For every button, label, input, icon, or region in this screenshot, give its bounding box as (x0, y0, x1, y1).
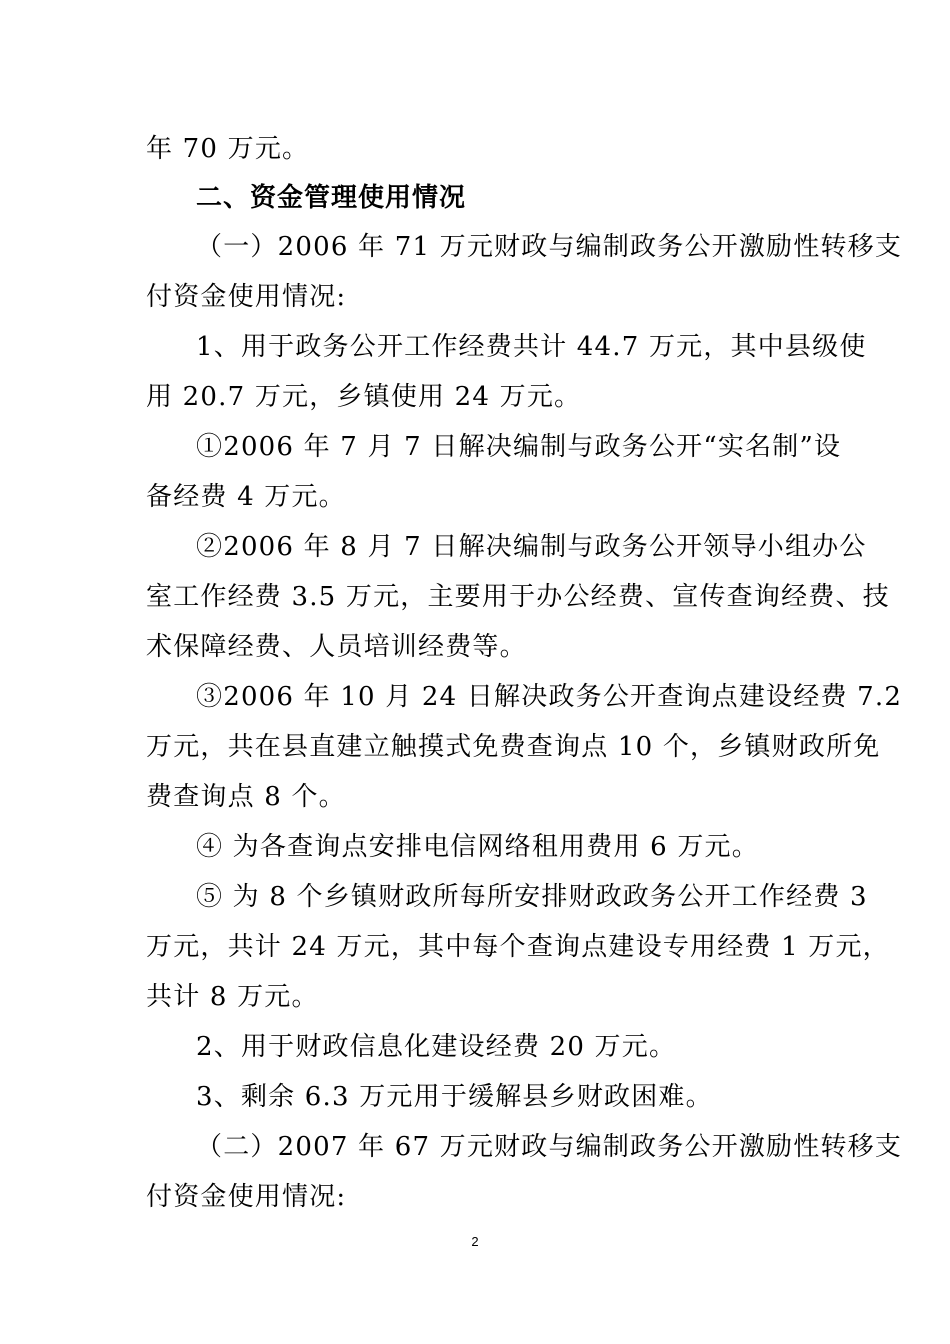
text-line: 年 70 万元。 (146, 134, 310, 164)
text-line: 付资金使用情况: (146, 1182, 347, 1212)
text-line: ③2006 年 10 月 24 日解决政务公开查询点建设经费 7.2 (196, 682, 903, 712)
text-line: 3、剩余 6.3 万元用于缓解县乡财政困难。 (196, 1082, 713, 1112)
text-line: 室工作经费 3.5 万元，主要用于办公经费、宣传查询经费、技 (146, 582, 890, 612)
text-line: ⑤ 为 8 个乡镇财政所每所安排财政政务公开工作经费 3 (196, 882, 868, 912)
text-line: （二）2007 年 67 万元财政与编制政务公开激励性转移支 (196, 1132, 903, 1162)
text-line: ④ 为各查询点安排电信网络租用费用 6 万元。 (196, 832, 759, 862)
page-number: 2 (471, 1234, 479, 1249)
text-line: 用 20.7 万元，乡镇使用 24 万元。 (146, 382, 582, 412)
text-line: ①2006 年 7 月 7 日解决编制与政务公开“实名制”设 (196, 432, 842, 462)
text-line: （一）2006 年 71 万元财政与编制政务公开激励性转移支 (196, 232, 903, 262)
text-line: 付资金使用情况: (146, 282, 347, 312)
text-line: 术保障经费、人员培训经费等。 (146, 632, 527, 662)
text-line: 费查询点 8 个。 (146, 782, 346, 812)
text-line: ②2006 年 8 月 7 日解决编制与政务公开领导小组办公 (196, 532, 867, 562)
section-heading: 二、资金管理使用情况 (196, 183, 467, 213)
text-line: 万元，共在县直建立触摸式免费查询点 10 个，乡镇财政所免 (146, 732, 881, 762)
text-line: 1、用于政务公开工作经费共计 44.7 万元，其中县级使 (196, 332, 867, 362)
text-line: 共计 8 万元。 (146, 982, 319, 1012)
text-line: 2、用于财政信息化建设经费 20 万元。 (196, 1032, 677, 1062)
text-line: 备经费 4 万元。 (146, 482, 346, 512)
text-line: 万元，共计 24 万元，其中每个查询点建设专用经费 1 万元， (146, 932, 890, 962)
